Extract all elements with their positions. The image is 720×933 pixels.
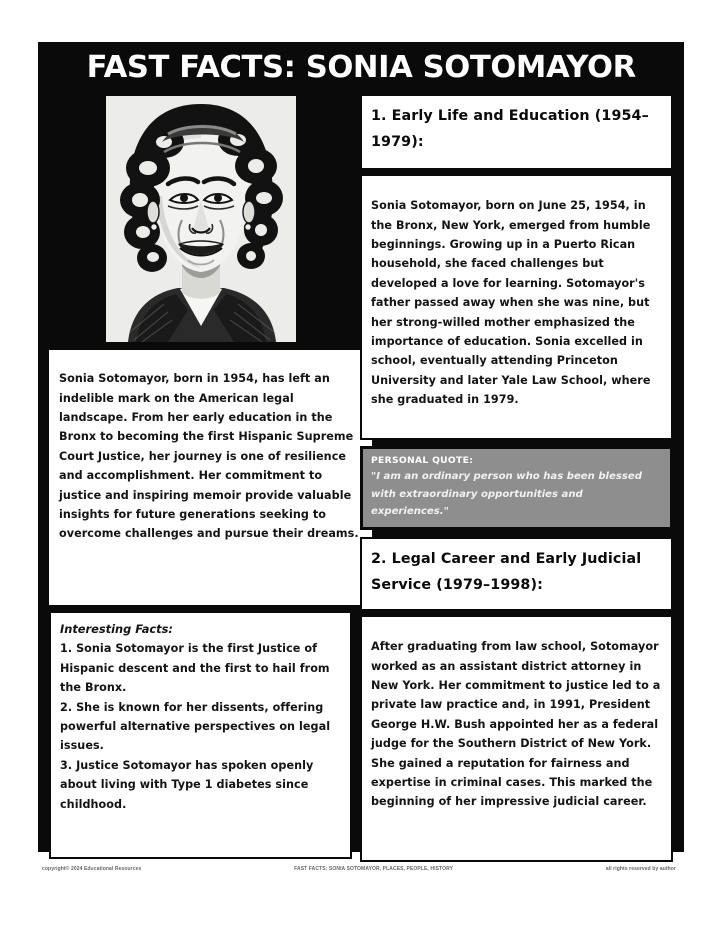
personal-quote-text: "I am an ordinary person who has been blessed with extraordinary opportunities and experiences." (371, 471, 642, 517)
intro-card (49, 348, 372, 605)
portrait-image (106, 96, 296, 342)
section-1-heading-card (360, 94, 673, 170)
poster-title-bar (38, 42, 684, 92)
footer-copyright: copyright© 2024 Educational Resources (42, 866, 142, 872)
section-2-heading: 2. Legal Career and Early Judicial Service (1979–1998): (371, 551, 642, 593)
footer-rights: all rights reserved by author (605, 866, 676, 872)
footer-center-label: FAST FACTS: SONIA SOTOMAYOR, PLACES, PEOPLE, HISTORY (294, 866, 454, 872)
poster-sheet (38, 42, 684, 852)
section-2-text: After graduating from law school, Sotomayor worked as an assistant district attorney in New York. Her commitment to justice led to a private law practice and, in 1991, President George H.W. Bush appointed her as a federal judge for the Southern District of New York. She gained a reputation for fairness and expertise in criminal cases. This marked the beginning of her impressive judicial career. (371, 640, 661, 809)
fact-item: 3. Justice Sotomayor has spoken openly about living with Type 1 diabetes since childhood. (60, 758, 314, 811)
section-2-heading-card (360, 537, 673, 611)
section-1-heading: 1. Early Life and Education (1954–1979): (371, 108, 649, 150)
interesting-facts-title: Interesting Facts: (60, 622, 173, 636)
personal-quote-panel (360, 446, 673, 530)
left-column (49, 94, 359, 859)
section-2-body-card (360, 615, 673, 862)
right-column (360, 94, 673, 862)
page-title: FAST FACTS: SONIA SOTOMAYOR (86, 49, 636, 85)
intro-text: Sonia Sotomayor, born in 1954, has left an indelible mark on the American legal landscape. From her early education in the Bronx to becoming the first Hispanic Supreme Court Justice, her journey is one of resilience and accomplishment. Her commitment to justice and inspiring memoir provide valuable insights for future generations seeking to overcome challenges and pursue their dreams. (59, 372, 359, 541)
section-1-text: Sonia Sotomayor, born on June 25, 1954, in the Bronx, New York, emerged from humble beginnings. Growing up in a Puerto Rican household, she faced challenges but developed a love for learning. Sotomayor's father passed away when she was nine, but her strong-willed mother emphasized the importance of education. Sonia excelled in school, eventually attending Princeton University and later Yale Law School, where she graduated in 1979. (371, 199, 651, 407)
interesting-facts-card (49, 611, 352, 859)
fact-item: 1. Sonia Sotomayor is the first Justice of Hispanic descent and the first to hail from the Bronx. (60, 642, 330, 695)
fact-item: 2. She is known for her dissents, offering powerful alternative perspectives on legal issues. (60, 700, 331, 753)
page-footer (38, 862, 684, 876)
personal-quote-label: PERSONAL QUOTE: (371, 455, 474, 466)
section-1-body-card (360, 174, 673, 440)
portrait-panel (49, 94, 352, 344)
